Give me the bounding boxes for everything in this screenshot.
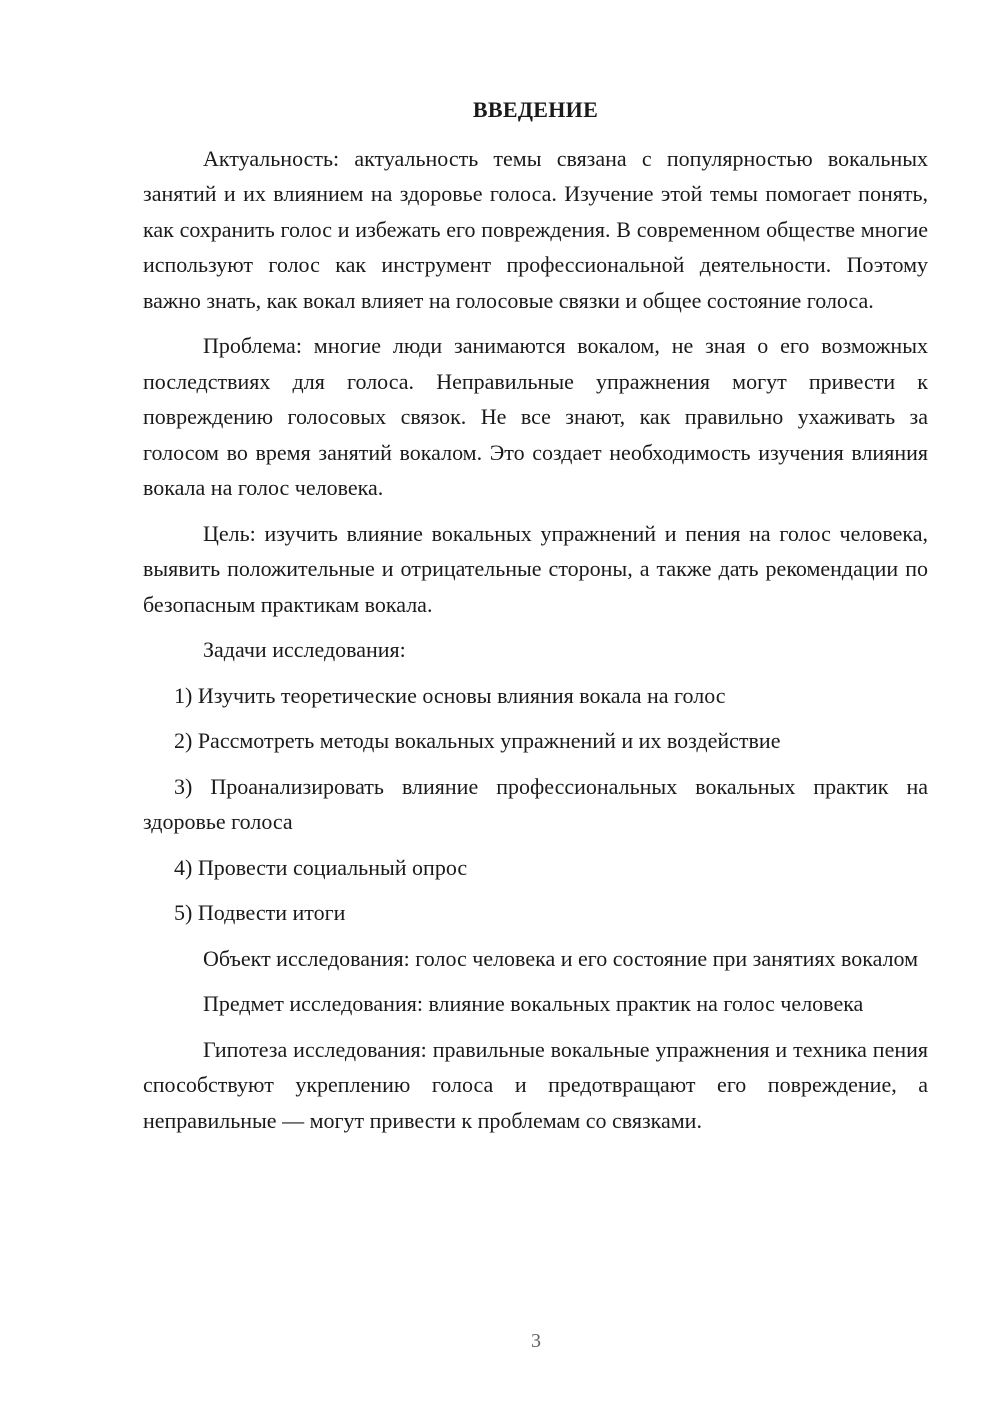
tasks-heading: Задачи исследования: — [203, 637, 406, 662]
task-item: 1) Изучить теоретические основы влияния вокала на голос — [174, 682, 726, 708]
relevance-paragraph: Актуальность: актуальность темы связана с популярностью вокальных занятий и их влиянием на здоровье голоса. Изучение этой темы помогает понять, как сохранить голос и избежать его повреждения. В современном обществе многие используют голос как инструмент профессиональной деятельности. Поэтому важно знать, как вокал влияет на голосовые связки и общее состояние голоса. — [143, 145, 928, 313]
task-item: 2) Рассмотреть методы вокальных упражнений и их воздействие — [174, 728, 781, 753]
problem-paragraph: Проблема: многие люди занимаются вокалом, не зная о его возможных последствиях для голоса. Неправильные упражнения могут привести к повреждению голосовых связок. Не все знают, как правильно ухаживать за голосом во время занятий вокалом. Это создает необходимость изучения влияния вокала на голос человека. — [143, 333, 928, 500]
subject-paragraph: Предмет исследования: влияние вокальных практик на голос человека — [203, 991, 864, 1016]
object-paragraph: Объект исследования: голос человека и его состояние при занятиях вокалом — [203, 945, 919, 971]
document-page — [143, 92, 928, 1148]
task-item: 4) Провести социальный опрос — [174, 854, 468, 880]
task-item: 3) Проанализировать влияние профессиональных вокальных практик на здоровье голоса — [143, 773, 928, 834]
page-number: 3 — [531, 1330, 541, 1352]
hypothesis-paragraph: Гипотеза исследования: правильные вокальные упражнения и техника пения способствуют укреплению голоса и предотвращают его повреждение, а неправильные — могут привести к проблемам со связками. — [143, 1036, 928, 1133]
goal-paragraph: Цель: изучить влияние вокальных упражнений и пения на голос человека, выявить положительные и отрицательные стороны, а также дать рекомендации по безопасным практикам вокала. — [143, 520, 928, 617]
task-item: 5) Подвести итоги — [174, 900, 346, 925]
section-title: ВВЕДЕНИЕ — [472, 97, 599, 122]
